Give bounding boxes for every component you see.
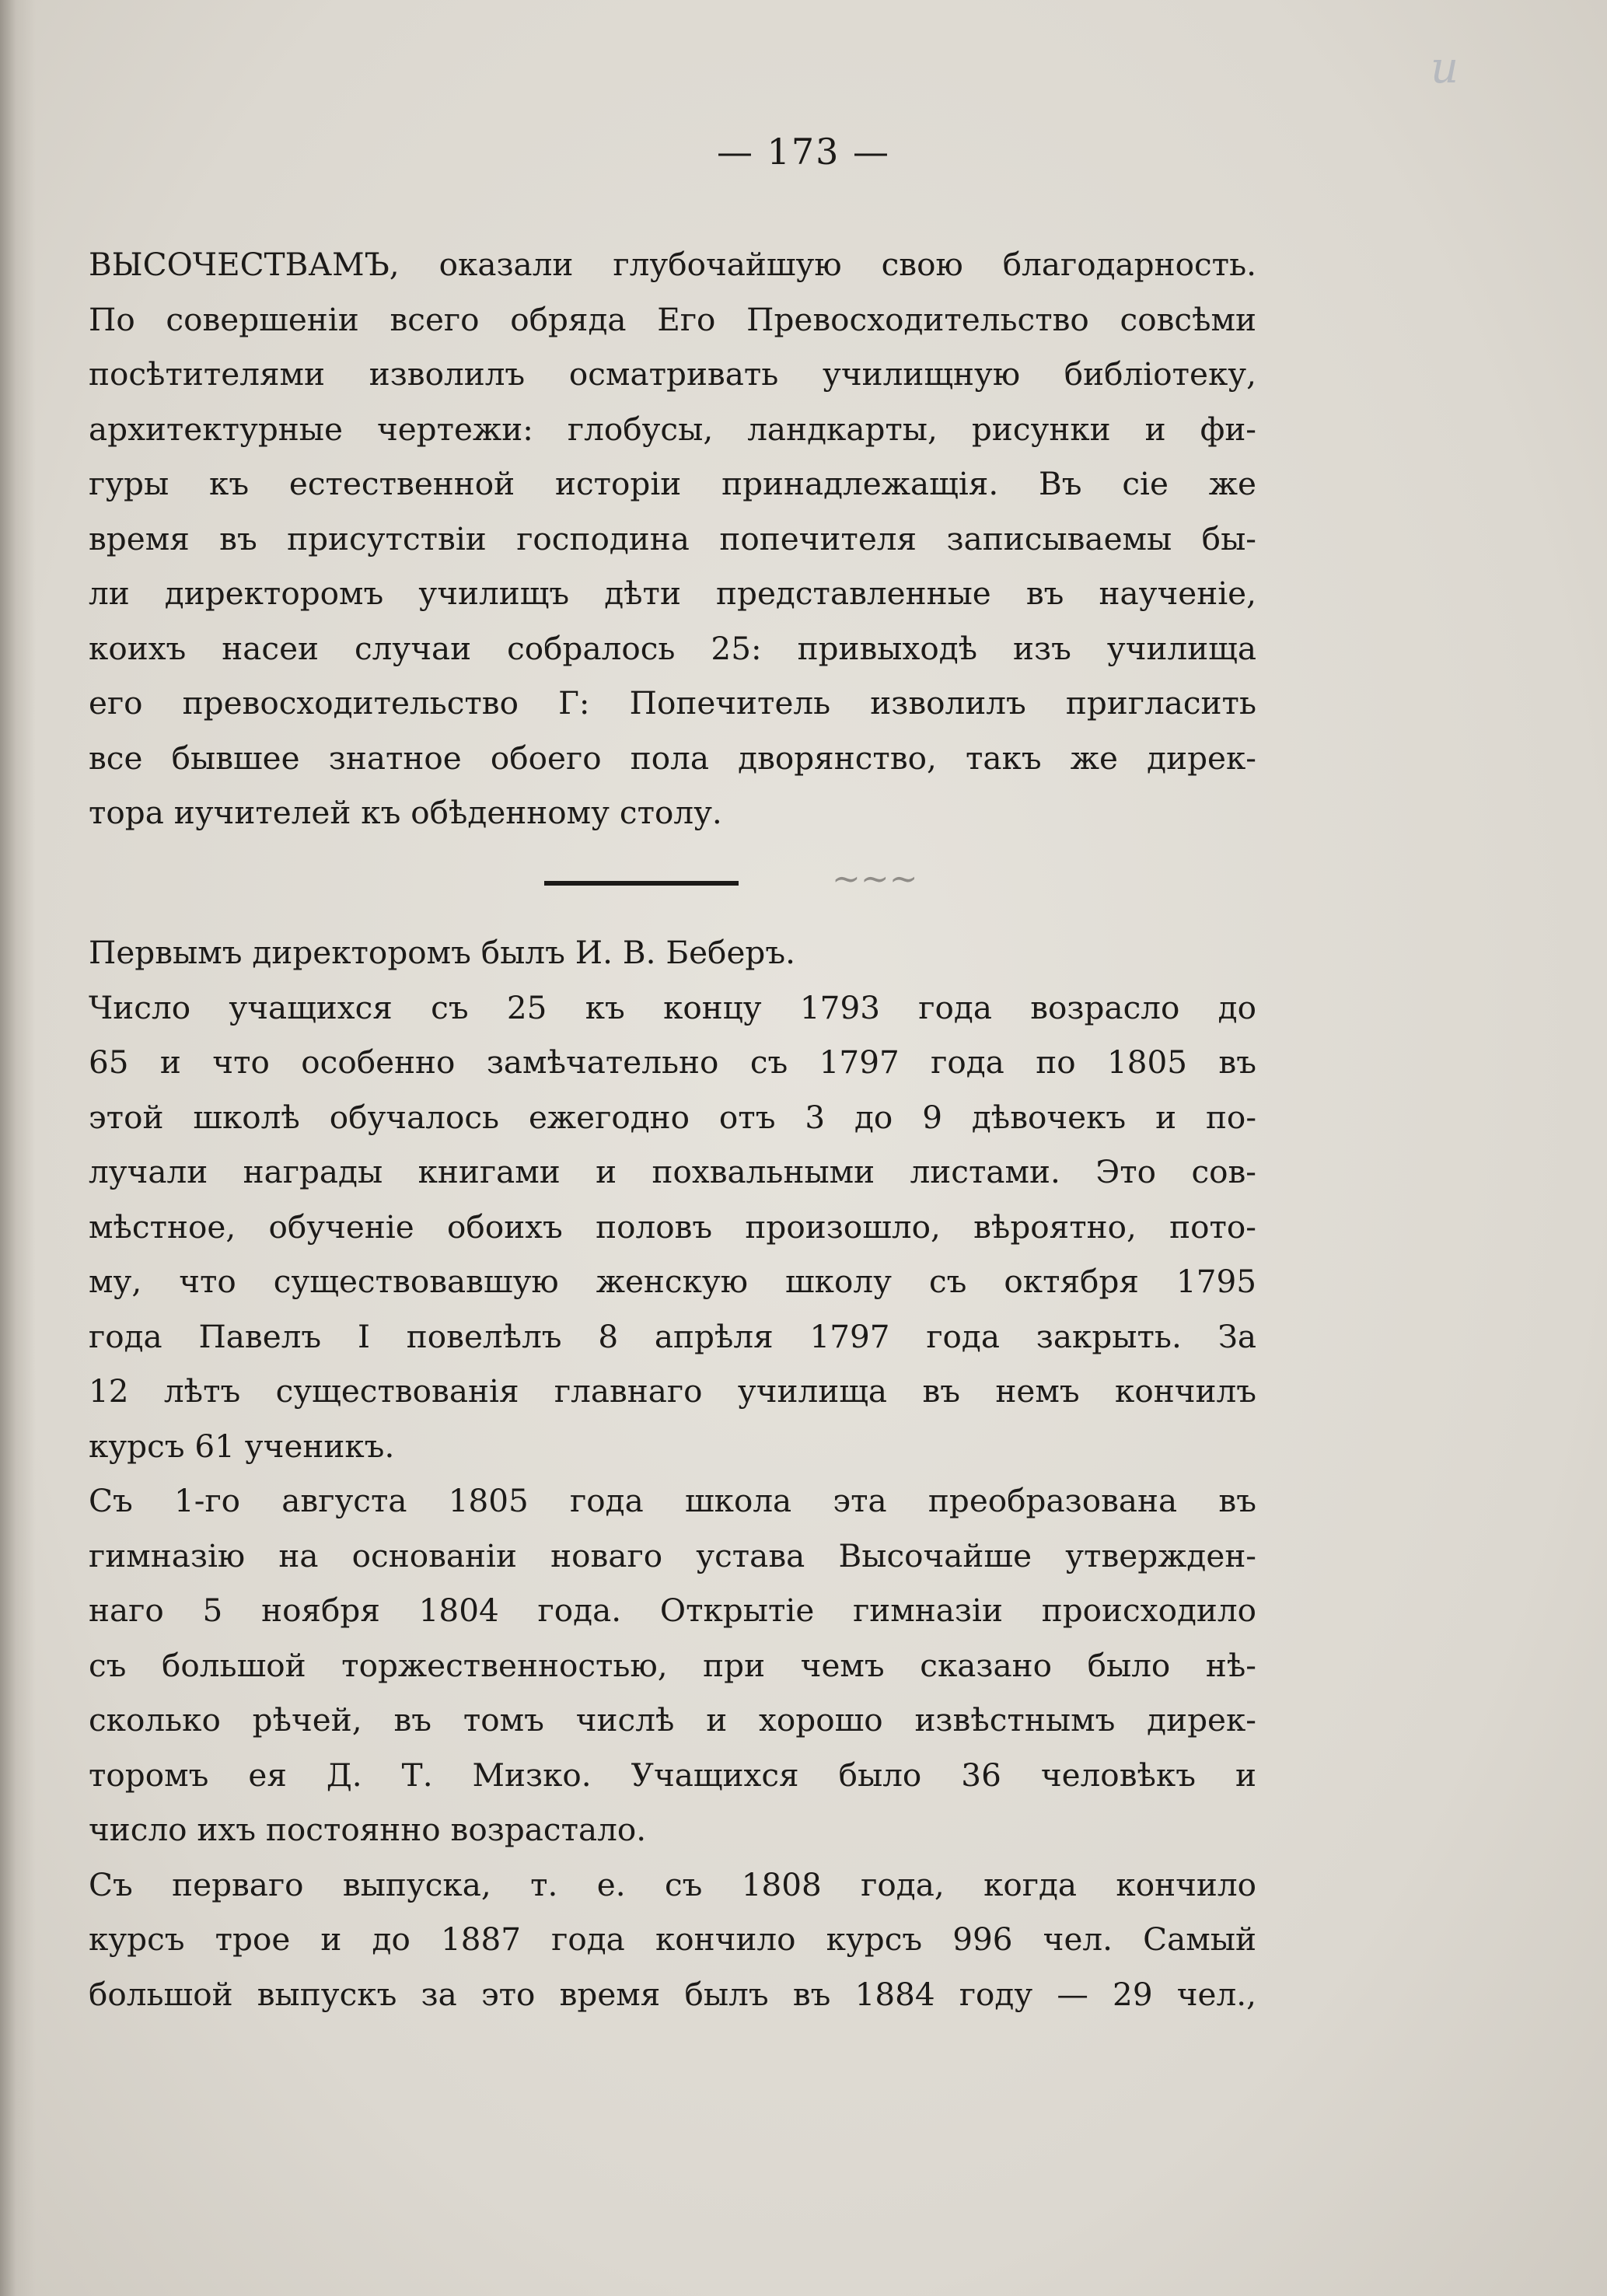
corner-pencil-mark: и bbox=[1431, 43, 1459, 93]
text-line: 65 и что особенно замѣчательно съ 1797 года по 1805 въ bbox=[89, 1043, 1256, 1081]
text-line: курсъ трое и до 1887 года кончило курсъ 996 чел. Самый bbox=[89, 1920, 1256, 1958]
text-line: наго 5 ноября 1804 года. Открытіе гимназіи происходило bbox=[89, 1592, 1256, 1629]
page-number: — 173 — bbox=[716, 131, 891, 173]
text-line: ВЫСОЧЕСТВАМЪ, оказали глубочайшую свою благодарность. bbox=[89, 246, 1256, 283]
text-section-2 bbox=[89, 925, 1256, 2022]
text-line: его превосходительство Г: Попечитель изволилъ пригласить bbox=[89, 684, 1256, 722]
text-line: время въ присутствіи господина попечителя записываемы бы- bbox=[89, 519, 1256, 557]
text-line: мѣстное, обученіе обоихъ половъ произошло, вѣроятно, пото- bbox=[89, 1207, 1256, 1246]
text-line: гимназію на основаніи новаго устава Высочайше утвержден- bbox=[89, 1536, 1256, 1574]
text-line: года Павелъ I повелѣлъ 8 апрѣля 1797 года закрыть. За bbox=[89, 1317, 1256, 1355]
text-line: тора иучителей къ обѣденному столу. bbox=[89, 794, 722, 831]
text-line: коихъ насеи случаи собралось 25: привыходѣ изъ училища bbox=[89, 629, 1256, 667]
text-line: Съ перваго выпуска, т. е. съ 1808 года, когда кончило bbox=[89, 1865, 1256, 1903]
text-line: все бывшее знатное обоего пола дворянство, такъ же дирек- bbox=[89, 739, 1256, 777]
text-line: Съ 1-го августа 1805 года школа эта преобразована въ bbox=[89, 1482, 1256, 1519]
text-line: этой школѣ обучалось ежегодно отъ 3 до 9 дѣвочекъ и по- bbox=[89, 1098, 1256, 1136]
paragraph-first-director bbox=[89, 925, 1256, 980]
spine-shadow bbox=[0, 0, 36, 2296]
section-divider-rule bbox=[544, 881, 739, 886]
text-line: число ихъ постоянно возрастало. bbox=[89, 1811, 647, 1848]
text-line: По совершеніи всего обряда Его Превосходительство совсѣми bbox=[89, 300, 1256, 338]
text-line: съ большой торжественностью, при чемъ сказано было нѣ- bbox=[89, 1646, 1256, 1684]
text-line: гуры къ естественной исторіи принадлежащія. Въ сіе же bbox=[89, 465, 1256, 502]
text-line: Число учащихся съ 25 къ концу 1793 года возрасло до bbox=[89, 988, 1256, 1026]
paragraph-gymnasium bbox=[89, 1473, 1256, 1857]
text-line: лучали награды книгами и похвальными листами. Это сов- bbox=[89, 1153, 1256, 1190]
margin-pencil-scribble: ~~~ bbox=[832, 859, 918, 899]
text-line: сколько рѣчей, въ томъ числѣ и хорошо извѣстнымъ дирек- bbox=[89, 1701, 1256, 1739]
paragraph-continued bbox=[89, 237, 1256, 840]
text-line: посѣтителями изволилъ осматривать училищную библіотеку, bbox=[89, 355, 1256, 393]
text-line: большой выпускъ за это время былъ въ 1884 году — 29 чел., bbox=[89, 1975, 1256, 2013]
text-line: ли директоромъ училищъ дѣти представленные въ наученіе, bbox=[89, 575, 1256, 612]
text-line: му, что существовавшую женскую школу съ октября 1795 bbox=[89, 1263, 1256, 1300]
text-line: торомъ ея Д. Т. Мизко. Учащихся было 36 человѣкъ и bbox=[89, 1756, 1256, 1794]
text-line: 12 лѣтъ существованія главнаго училища въ немъ кончилъ bbox=[89, 1372, 1256, 1410]
text-line: архитектурные чертежи: глобусы, ландкарты, рисунки и фи- bbox=[89, 410, 1256, 448]
text-line: Первымъ директоромъ былъ И. В. Беберъ. bbox=[89, 934, 795, 971]
text-section-1 bbox=[89, 237, 1256, 840]
paragraph-graduates bbox=[89, 1857, 1256, 2022]
text-line: курсъ 61 ученикъ. bbox=[89, 1427, 395, 1465]
paragraph-student-numbers bbox=[89, 980, 1256, 1474]
